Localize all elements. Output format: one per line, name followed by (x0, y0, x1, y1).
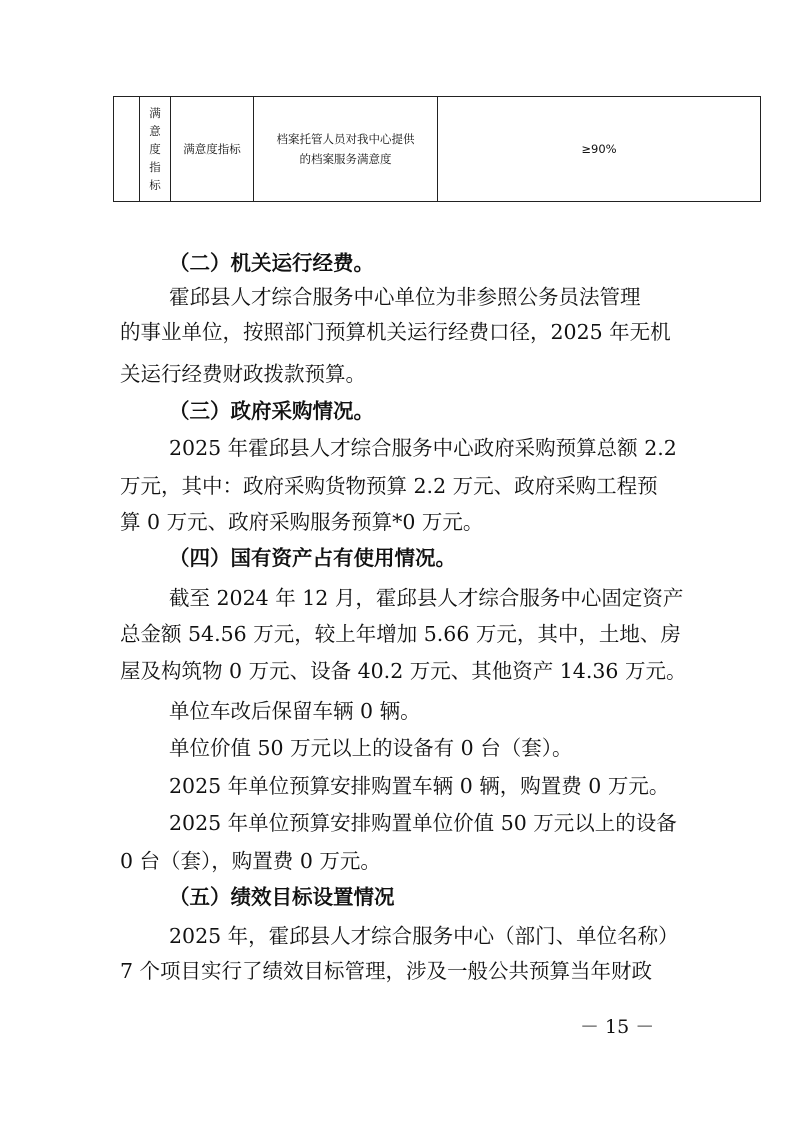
category-char: 度 (149, 142, 161, 156)
paragraph-line: 单位价值 50 万元以上的设备有 0 台（套）。 (169, 736, 573, 760)
paragraph-line: 7 个项目实行了绩效目标管理，涉及一般公共预算当年财政 (120, 959, 653, 983)
paragraph-line: 2025 年霍邱县人才综合服务中心政府采购预算总额 2.2 (169, 436, 677, 460)
paragraph-line: 屋及构筑物 0 万元、设备 40.2 万元、其他资产 14.36 万元。 (120, 659, 687, 683)
table-cell-blank (114, 97, 140, 202)
table-row (114, 97, 761, 202)
paragraph-line: 2025 年，霍邱县人才综合服务中心（部门、单位名称） (169, 924, 679, 948)
paragraph-line: 算 0 万元、政府采购服务预算*0 万元。 (120, 510, 484, 534)
paragraph-line: 单位车改后保留车辆 0 辆。 (169, 699, 421, 723)
section-heading: （三）政府采购情况。 (169, 399, 374, 423)
category-char: 满 (149, 106, 161, 120)
paragraph-line: 截至 2024 年 12 月，霍邱县人才综合服务中心固定资产 (169, 586, 684, 610)
table-cell-category (140, 97, 171, 202)
description-line: 档案托管人员对我中心提供 (276, 132, 415, 146)
paragraph-line: 万元，其中：政府采购货物预算 2.2 万元、政府采购工程预 (120, 474, 658, 498)
category-char: 指 (149, 160, 161, 174)
paragraph-line: 霍邱县人才综合服务中心单位为非参照公务员法管理 (169, 285, 641, 309)
paragraph-line: 2025 年单位预算安排购置车辆 0 辆，购置费 0 万元。 (169, 774, 670, 798)
section-heading: （二）机关运行经费。 (169, 251, 374, 275)
table-cell-indicator-name: 满意度指标 (171, 97, 254, 202)
paragraph-line: 2025 年单位预算安排购置单位价值 50 万元以上的设备 (169, 811, 677, 835)
table-cell-value: ≥90% (438, 97, 761, 202)
paragraph-line: 的事业单位，按照部门预算机关运行经费口径，2025 年无机 (120, 320, 671, 344)
paragraph-line: 0 台（套），购置费 0 万元。 (120, 849, 381, 873)
paragraph-line: 总金额 54.56 万元，较上年增加 5.66 万元，其中，土地、房 (120, 622, 681, 646)
paragraph-line: 关运行经费财政拨款预算。 (120, 362, 366, 386)
category-char: 意 (149, 124, 161, 138)
section-heading: （五）绩效目标设置情况 (169, 885, 395, 909)
table-cell-description (254, 97, 438, 202)
description-line: 的档案服务满意度 (299, 152, 392, 166)
performance-table (113, 96, 761, 202)
section-heading: （四）国有资产占有使用情况。 (169, 546, 456, 570)
page-number: － 15 － (580, 1016, 655, 1038)
category-char: 标 (149, 178, 161, 192)
